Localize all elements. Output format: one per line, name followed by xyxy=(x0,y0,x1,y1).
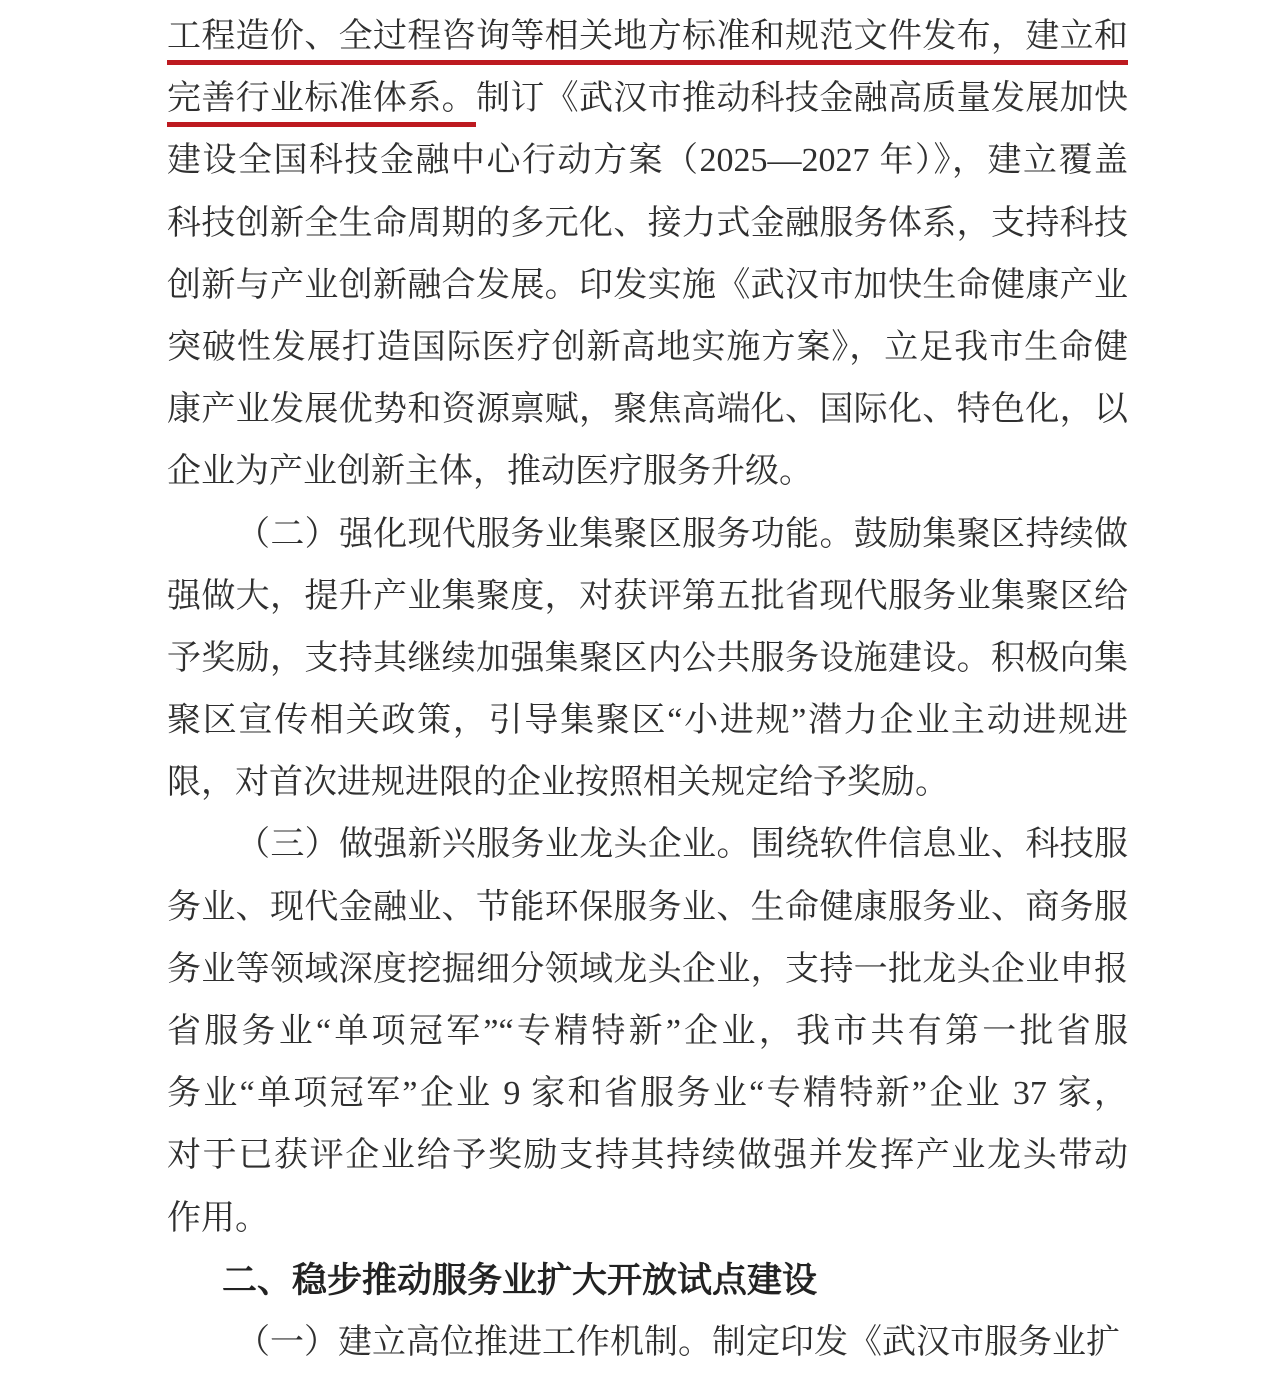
text-line xyxy=(167,628,1128,690)
paragraph-first-line xyxy=(167,1312,1128,1374)
text-segment: 予奖励，支持其继续加强集聚区内公共服务设施建设。积极向集 xyxy=(167,639,1128,677)
text-line xyxy=(167,1188,1128,1250)
text-line xyxy=(167,690,1128,752)
section-heading xyxy=(167,1250,1128,1312)
text-segment: 强做大，提升产业集聚度，对获评第五批省现代服务业集聚区给 xyxy=(167,577,1128,615)
text-line xyxy=(167,130,1128,192)
text-line xyxy=(167,6,1128,68)
section-heading-text: 二、稳步推动服务业扩大开放试点建设 xyxy=(222,1260,818,1300)
text-segment: 省服务业“单项冠军”“专精特新”企业，我市共有第一批省服 xyxy=(167,1013,1128,1050)
text-segment: （三）做强新兴服务业龙头企业。围绕软件信息业、科技服 xyxy=(236,826,1128,864)
text-line xyxy=(167,379,1128,441)
text-segment: 制订《武汉市推动科技金融高质量发展加快 xyxy=(476,80,1128,118)
text-segment: 突破性发展打造国际医疗创新高地实施方案》，立足我市生命健 xyxy=(167,328,1128,366)
text-segment: 科技创新全生命周期的多元化、接力式金融服务体系，支持科技 xyxy=(167,204,1128,242)
text-line xyxy=(167,877,1128,939)
text-segment: 限，对首次进规进限的企业按照相关规定给予奖励。 xyxy=(167,764,949,802)
text-segment: 创新与产业创新融合发展。印发实施《武汉市加快生命健康产业 xyxy=(167,266,1128,304)
text-line xyxy=(167,193,1128,255)
text-line xyxy=(167,1063,1128,1125)
text-line xyxy=(167,68,1128,130)
paragraph-first-line xyxy=(167,814,1128,876)
text-line xyxy=(167,566,1128,628)
text-segment: 建设全国科技金融中心行动方案（2025—2027 年）》，建立覆盖 xyxy=(167,142,1128,180)
text-segment: （一）建立高位推进工作机制。制定印发《武汉市服务业扩 xyxy=(236,1323,1120,1361)
text-line xyxy=(167,255,1128,317)
text-line xyxy=(167,1001,1128,1063)
text-line xyxy=(167,752,1128,814)
text-segment: 务业等领域深度挖掘细分领域龙头企业，支持一批龙头企业申报 xyxy=(167,950,1128,988)
paragraph-first-line xyxy=(167,504,1128,566)
text-segment: （二）强化现代服务业集聚区服务功能。鼓励集聚区持续做 xyxy=(236,515,1128,553)
text-line xyxy=(167,939,1128,1001)
text-segment: 企业为产业创新主体，推动医疗服务升级。 xyxy=(167,453,813,491)
text-line xyxy=(167,1125,1128,1187)
red-underlined-text: 完善行业标准体系。 xyxy=(167,80,476,118)
document-body xyxy=(167,6,1128,1374)
text-segment: 康产业发展优势和资源禀赋，聚焦高端化、国际化、特色化，以 xyxy=(167,391,1128,429)
red-underlined-text: 工程造价、全过程咨询等相关地方标准和规范文件发布，建立和 xyxy=(167,18,1128,55)
text-segment: 作用。 xyxy=(167,1199,269,1237)
text-segment: 对于已获评企业给予奖励支持其持续做强并发挥产业龙头带动 xyxy=(167,1137,1128,1175)
text-line xyxy=(167,317,1128,379)
text-segment: 聚区宣传相关政策，引导集聚区“小进规”潜力企业主动进规进 xyxy=(167,702,1128,740)
text-segment: 务业、现代金融业、节能环保服务业、生命健康服务业、商务服 xyxy=(167,888,1128,926)
text-line xyxy=(167,441,1128,503)
text-segment: 务业“单项冠军”企业 9 家和省服务业“专精特新”企业 37 家， xyxy=(167,1075,1128,1113)
